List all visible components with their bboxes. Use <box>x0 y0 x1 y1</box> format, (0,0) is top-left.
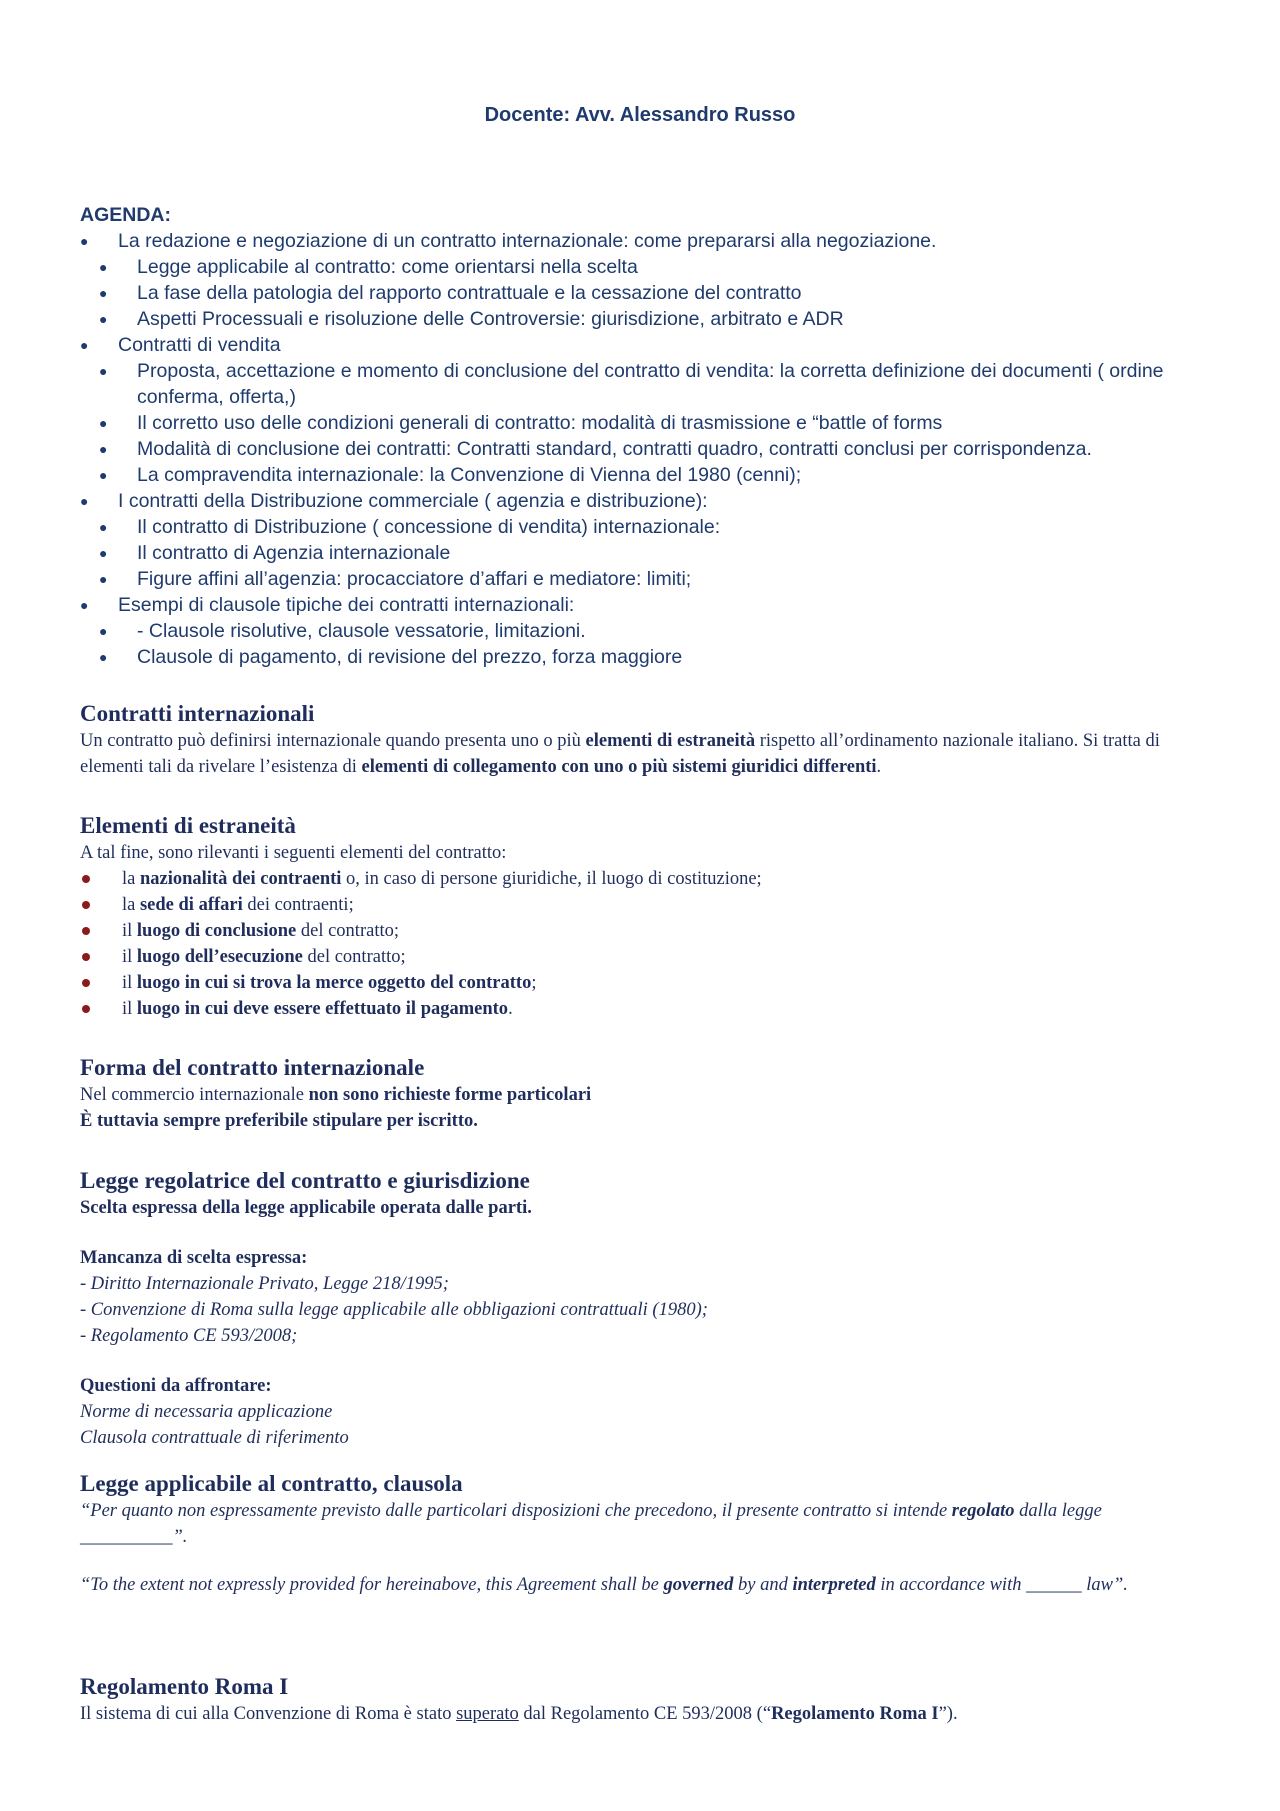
text-run-bold: non sono richieste forme particolari <box>308 1085 592 1105</box>
text-run-underlined: superato <box>456 1704 519 1724</box>
estraneita-list <box>80 866 1205 1022</box>
agenda-item-text: La redazione e negoziazione di un contratto internazionale: come prepararsi alla negoziazione. <box>118 230 937 252</box>
text-run: del contratto; <box>302 947 406 967</box>
questioni-title: Questioni da affrontare: <box>80 1376 272 1396</box>
mancanza-item: - Regolamento CE 593/2008; <box>80 1326 298 1346</box>
agenda-item-text: - Clausole risolutive, clausole vessatorie, limitazioni. <box>137 620 586 642</box>
text-run-bold: elementi di estraneità <box>585 731 756 751</box>
agenda-item-text: Il contratto di Distribuzione ( concessione di vendita) internazionale: <box>137 516 721 538</box>
text-run: o, in caso di persone giuridiche, il luogo di costituzione; <box>341 869 762 889</box>
bullet-icon: ● <box>80 493 89 509</box>
section-title: Legge regolatrice del contratto e giurisdizione <box>80 1168 530 1193</box>
bullet-icon: ● <box>99 571 108 587</box>
agenda-item <box>80 514 1220 540</box>
text-run-bold: regolato <box>951 1501 1015 1521</box>
mancanza-item: - Diritto Internazionale Privato, Legge 218/1995; <box>80 1274 449 1294</box>
agenda-item <box>80 592 1220 618</box>
estraneita-item <box>80 866 1205 892</box>
mancanza-title: Mancanza di scelta espressa: <box>80 1248 308 1268</box>
agenda-item <box>80 358 1220 410</box>
text-run-bold: elementi di collegamento con uno o più sistemi giuridici differenti <box>361 757 877 777</box>
agenda-item <box>80 488 1220 514</box>
agenda-item-text: Esempi di clausole tipiche dei contratti internazionali: <box>118 594 575 616</box>
text-run: il <box>122 921 137 941</box>
bullet-icon: ● <box>99 545 108 561</box>
section-line-bold: È tuttavia sempre preferibile stipulare per iscritto. <box>80 1111 478 1131</box>
text-run-bold: luogo di conclusione <box>136 921 297 941</box>
agenda-item <box>80 462 1220 488</box>
estraneita-item <box>80 996 1205 1022</box>
section-intro: A tal fine, sono rilevanti i seguenti elementi del contratto: <box>80 843 507 863</box>
text-run: “To the extent not expressly provided for hereinabove, this Agreement shall be <box>80 1575 664 1595</box>
bullet-icon <box>82 927 90 935</box>
section-line <box>80 1082 1205 1108</box>
bullet-icon: ● <box>80 337 89 353</box>
text-run: ”). <box>938 1704 958 1724</box>
agenda-item <box>80 644 1220 670</box>
text-run: la <box>122 895 140 915</box>
clausola-italian <box>80 1498 1205 1550</box>
agenda-list <box>80 228 1220 670</box>
estraneita-item <box>80 944 1205 970</box>
agenda-item-text: Legge applicabile al contratto: come orientarsi nella scelta <box>137 256 638 278</box>
section-title: Legge applicabile al contratto, clausola <box>80 1471 463 1496</box>
bullet-icon: ● <box>99 441 108 457</box>
clausola-english <box>80 1572 1205 1598</box>
bullet-icon: ● <box>99 519 108 535</box>
agenda-item-text: Clausole di pagamento, di revisione del prezzo, forza maggiore <box>137 646 683 668</box>
bullet-icon: ● <box>99 311 108 327</box>
section-elementi-estraneita <box>80 812 1205 1022</box>
text-run: del contratto; <box>296 921 399 941</box>
section-clausola <box>80 1470 1205 1598</box>
text-run-bold: interpreted <box>792 1575 876 1595</box>
bullet-icon: ● <box>99 649 108 665</box>
agenda-item <box>80 410 1220 436</box>
docente-header: Docente: Avv. Alessandro Russo <box>484 104 796 126</box>
agenda-section <box>80 202 1220 670</box>
agenda-item-text: Modalità di conclusione dei contratti: Contratti standard, contratti quadro, contratti conclusi per corrispondenza. <box>137 438 1092 460</box>
mancanza-item: - Convenzione di Roma sulla legge applicabile alle obbligazioni contrattuali (1980); <box>80 1300 708 1320</box>
agenda-item-text: Proposta, accettazione e momento di conclusione del contratto di vendita: la corretta definizione dei documenti ( ordine conferma, offerta,) <box>137 360 1164 408</box>
agenda-item <box>80 618 1220 644</box>
agenda-item-text: Contratti di vendita <box>118 334 281 356</box>
agenda-item <box>80 280 1220 306</box>
text-run-bold: luogo dell’esecuzione <box>136 947 303 967</box>
text-run: dei contraenti; <box>242 895 354 915</box>
agenda-item-text: La fase della patologia del rapporto contrattuale e la cessazione del contratto <box>137 282 802 304</box>
text-run-bold: luogo in cui si trova la merce oggetto del contratto <box>136 973 532 993</box>
text-run: . <box>876 757 882 777</box>
text-run: “Per quanto non espressamente previsto dalle particolari disposizioni che precedono, il presente contratto si intende <box>80 1501 952 1521</box>
agenda-item <box>80 254 1220 280</box>
agenda-title: AGENDA: <box>80 204 171 226</box>
section-legge-regolatrice <box>80 1167 1205 1451</box>
text-run: il <box>122 999 137 1019</box>
text-run: il <box>122 947 137 967</box>
bullet-icon: ● <box>99 415 108 431</box>
text-run: in accordance with ______ law”. <box>875 1575 1128 1595</box>
agenda-item-text: Figure affini all’agenzia: procacciatore d’affari e mediatore: limiti; <box>137 568 692 590</box>
section-title: Regolamento Roma I <box>80 1674 289 1699</box>
section-forma <box>80 1054 1205 1134</box>
section-title: Forma del contratto internazionale <box>80 1055 425 1080</box>
bullet-icon <box>82 953 90 961</box>
section-subtitle: Scelta espressa della legge applicabile operata dalle parti. <box>80 1198 532 1218</box>
agenda-item <box>80 566 1220 592</box>
text-run: ; <box>531 973 537 993</box>
text-run: Nel commercio internazionale <box>80 1085 309 1105</box>
bullet-icon <box>82 901 90 909</box>
agenda-item-text: La compravendita internazionale: la Convenzione di Vienna del 1980 (cenni); <box>137 464 802 486</box>
section-paragraph <box>80 728 1205 780</box>
text-run-bold: governed <box>663 1575 734 1595</box>
agenda-item <box>80 228 1220 254</box>
estraneita-item <box>80 918 1205 944</box>
questioni-item: Clausola contrattuale di riferimento <box>80 1428 349 1448</box>
agenda-item-text: Il corretto uso delle condizioni generali di contratto: modalità di trasmissione e “battle of forms <box>137 412 943 434</box>
agenda-item <box>80 436 1220 462</box>
text-run-bold: Regolamento Roma I <box>771 1704 939 1724</box>
agenda-item <box>80 540 1220 566</box>
bullet-icon: ● <box>99 363 108 379</box>
section-title: Contratti internazionali <box>80 701 315 726</box>
section-roma-i <box>80 1673 1205 1727</box>
questioni-item: Norme di necessaria applicazione <box>80 1402 333 1422</box>
text-run: il <box>122 973 137 993</box>
bullet-icon: ● <box>99 259 108 275</box>
bullet-icon <box>82 1005 90 1013</box>
text-run: by and <box>733 1575 793 1595</box>
text-run: . <box>508 999 513 1019</box>
text-run-bold: luogo in cui deve essere effettuato il pagamento <box>136 999 509 1019</box>
agenda-item <box>80 306 1220 332</box>
bullet-icon <box>82 979 90 987</box>
estraneita-item <box>80 892 1205 918</box>
text-run: rispetto all’ordinamento nazionale italiano. Si tratta di elementi tali da rivelare l’esistenza di <box>80 731 1160 777</box>
text-run: la <box>122 869 140 889</box>
bullet-icon: ● <box>80 597 89 613</box>
bullet-icon: ● <box>99 285 108 301</box>
bullet-icon <box>82 875 90 883</box>
text-run: Un contratto può definirsi internazionale quando presenta uno o più <box>80 731 586 751</box>
section-contratti-internazionali <box>80 700 1205 780</box>
agenda-item <box>80 332 1220 358</box>
section-title: Elementi di estraneità <box>80 813 296 838</box>
agenda-item-text: Aspetti Processuali e risoluzione delle Controversie: giurisdizione, arbitrato e ADR <box>137 308 844 330</box>
text-run: dal Regolamento CE 593/2008 (“ <box>518 1704 772 1724</box>
bullet-icon: ● <box>99 467 108 483</box>
agenda-item-text: I contratti della Distribuzione commerciale ( agenzia e distribuzione): <box>118 490 708 512</box>
text-run: dalla legge __________”. <box>80 1501 1102 1547</box>
text-run-bold: nazionalità dei contraenti <box>139 869 342 889</box>
bullet-icon: ● <box>99 623 108 639</box>
section-paragraph <box>80 1701 1205 1727</box>
text-run: Il sistema di cui alla Convenzione di Roma è stato <box>80 1704 457 1724</box>
estraneita-item <box>80 970 1205 996</box>
agenda-item-text: Il contratto di Agenzia internazionale <box>137 542 451 564</box>
bullet-icon: ● <box>80 233 89 249</box>
text-run-bold: sede di affari <box>139 895 243 915</box>
